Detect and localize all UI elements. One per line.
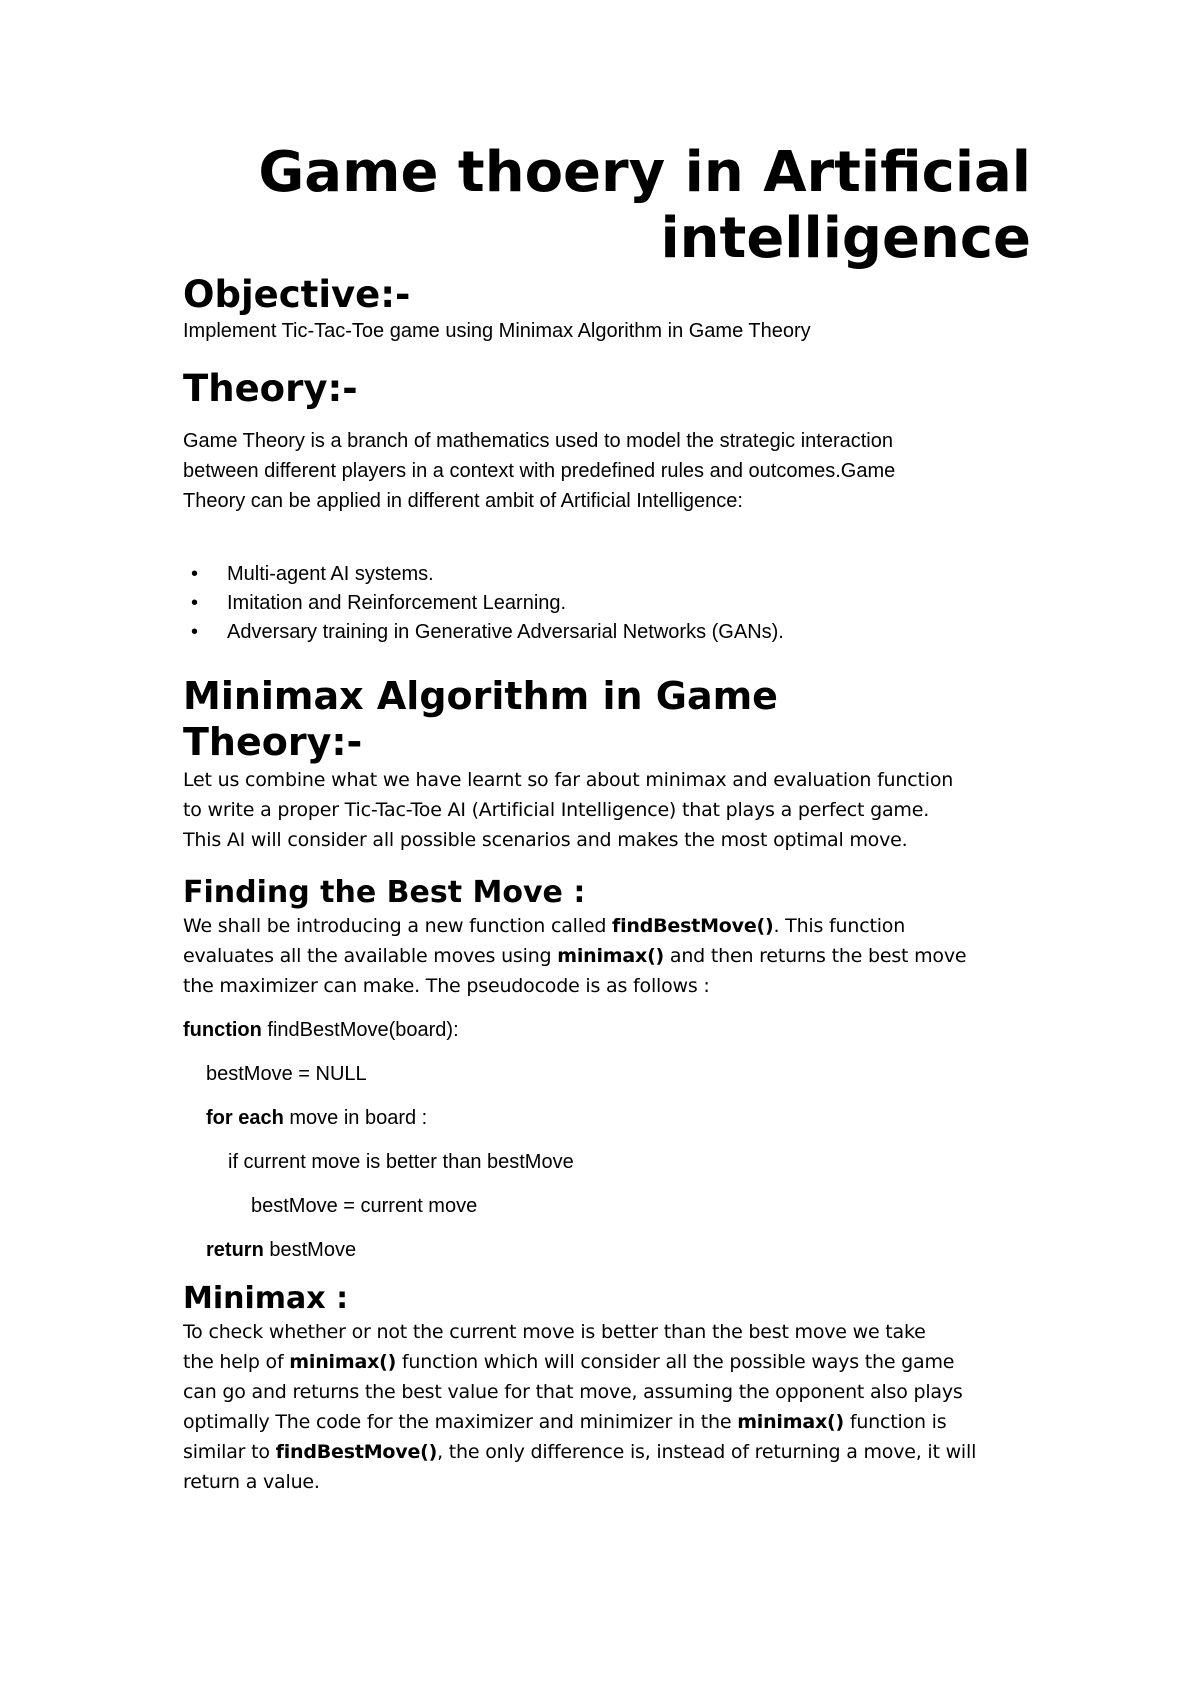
pseudocode-block <box>183 1015 1031 1265</box>
paragraph-line <box>183 941 1031 971</box>
function-name: findBestMove() <box>612 915 774 937</box>
bullet-text: Adversary training in Generative Adversarial Networks (GANs). <box>227 621 784 643</box>
objective-text: Implement Tic-Tac-Toe game using Minimax Algorithm in Game Theory <box>183 320 811 342</box>
best-move-heading: Finding the Best Move : <box>183 875 586 910</box>
paragraph-line <box>183 911 1031 941</box>
minimax-algorithm-heading <box>183 673 1031 765</box>
code-line <box>183 1103 1031 1133</box>
theory-line: Game Theory is a branch of mathematics used to model the strategic interaction <box>183 430 893 452</box>
bullet-icon: • <box>191 563 199 585</box>
text-run: the help of <box>183 1351 290 1373</box>
minimax-algorithm-paragraph <box>183 765 1031 855</box>
document-page <box>183 140 1031 1497</box>
paragraph-line: This AI will consider all possible scenarios and makes the most optimal move. <box>183 829 908 851</box>
theory-line: Theory can be applied in different ambit of Artificial Intelligence: <box>183 490 743 512</box>
code-text: move in board : <box>283 1107 428 1129</box>
paragraph-line <box>183 1347 1031 1377</box>
bullet-icon: • <box>191 621 199 643</box>
function-name: minimax() <box>289 1351 397 1373</box>
bullet-text: Imitation and Reinforcement Learning. <box>227 592 567 614</box>
code-line: bestMove = current move <box>251 1195 478 1217</box>
code-line: if current move is better than bestMove <box>228 1151 574 1173</box>
code-keyword: return <box>206 1239 264 1261</box>
bullet-text: Multi-agent AI systems. <box>227 563 434 585</box>
theory-bullet-list <box>183 560 1031 647</box>
code-line <box>183 1015 1031 1045</box>
title-line-2: intelligence <box>660 206 1031 271</box>
list-item <box>183 589 1031 618</box>
paragraph-line: Let us combine what we have learnt so far about minimax and evaluation function <box>183 769 954 791</box>
text-run: , the only difference is, instead of returning a move, it will <box>437 1441 977 1463</box>
code-text: findBestMove(board): <box>261 1019 459 1041</box>
text-run: and then returns the best move <box>664 945 967 967</box>
theory-heading: Theory:- <box>183 367 358 410</box>
heading-line-2: Theory:- <box>183 720 363 764</box>
list-item <box>183 618 1031 647</box>
title-line-1: Game thoery in Artificial <box>258 140 1031 205</box>
minimax-heading: Minimax : <box>183 1281 349 1316</box>
text-run: optimally The code for the maximizer and minimizer in the <box>183 1411 738 1433</box>
objective-heading: Objective:- <box>183 273 411 316</box>
text-run: evaluates all the available moves using <box>183 945 558 967</box>
text-run: function which will consider all the possible ways the game <box>396 1351 955 1373</box>
code-keyword: for each <box>206 1107 284 1129</box>
paragraph-line: To check whether or not the current move is better than the best move we take <box>183 1321 926 1343</box>
text-run: similar to <box>183 1441 276 1463</box>
paragraph-line: to write a proper Tic-Tac-Toe AI (Artificial Intelligence) that plays a perfect game. <box>183 799 930 821</box>
code-keyword: function <box>183 1019 262 1041</box>
text-run: We shall be introducing a new function called <box>183 915 613 937</box>
function-name: findBestMove() <box>275 1441 438 1463</box>
minimax-paragraph <box>183 1317 1031 1497</box>
paragraph-line: can go and returns the best value for that move, assuming the opponent also plays <box>183 1381 963 1403</box>
function-name: minimax() <box>737 1411 844 1433</box>
code-line: bestMove = NULL <box>206 1063 367 1085</box>
list-item <box>183 560 1031 589</box>
paragraph-line: the maximizer can make. The pseudocode is as follows : <box>183 975 710 997</box>
function-name: minimax() <box>557 945 665 967</box>
paragraph-line: return a value. <box>183 1471 320 1493</box>
code-text: bestMove <box>263 1239 357 1261</box>
heading-line-1: Minimax Algorithm in Game <box>183 674 778 718</box>
theory-paragraph <box>183 426 1031 516</box>
code-line <box>183 1235 1031 1265</box>
theory-line: between different players in a context with predefined rules and outcomes.Game <box>183 460 896 482</box>
text-run: . This function <box>773 915 906 937</box>
bullet-icon: • <box>191 592 199 614</box>
best-move-paragraph <box>183 911 1031 1001</box>
text-run: function is <box>843 1411 947 1433</box>
document-title <box>183 140 1031 272</box>
paragraph-line <box>183 1437 1031 1467</box>
paragraph-line <box>183 1407 1031 1437</box>
